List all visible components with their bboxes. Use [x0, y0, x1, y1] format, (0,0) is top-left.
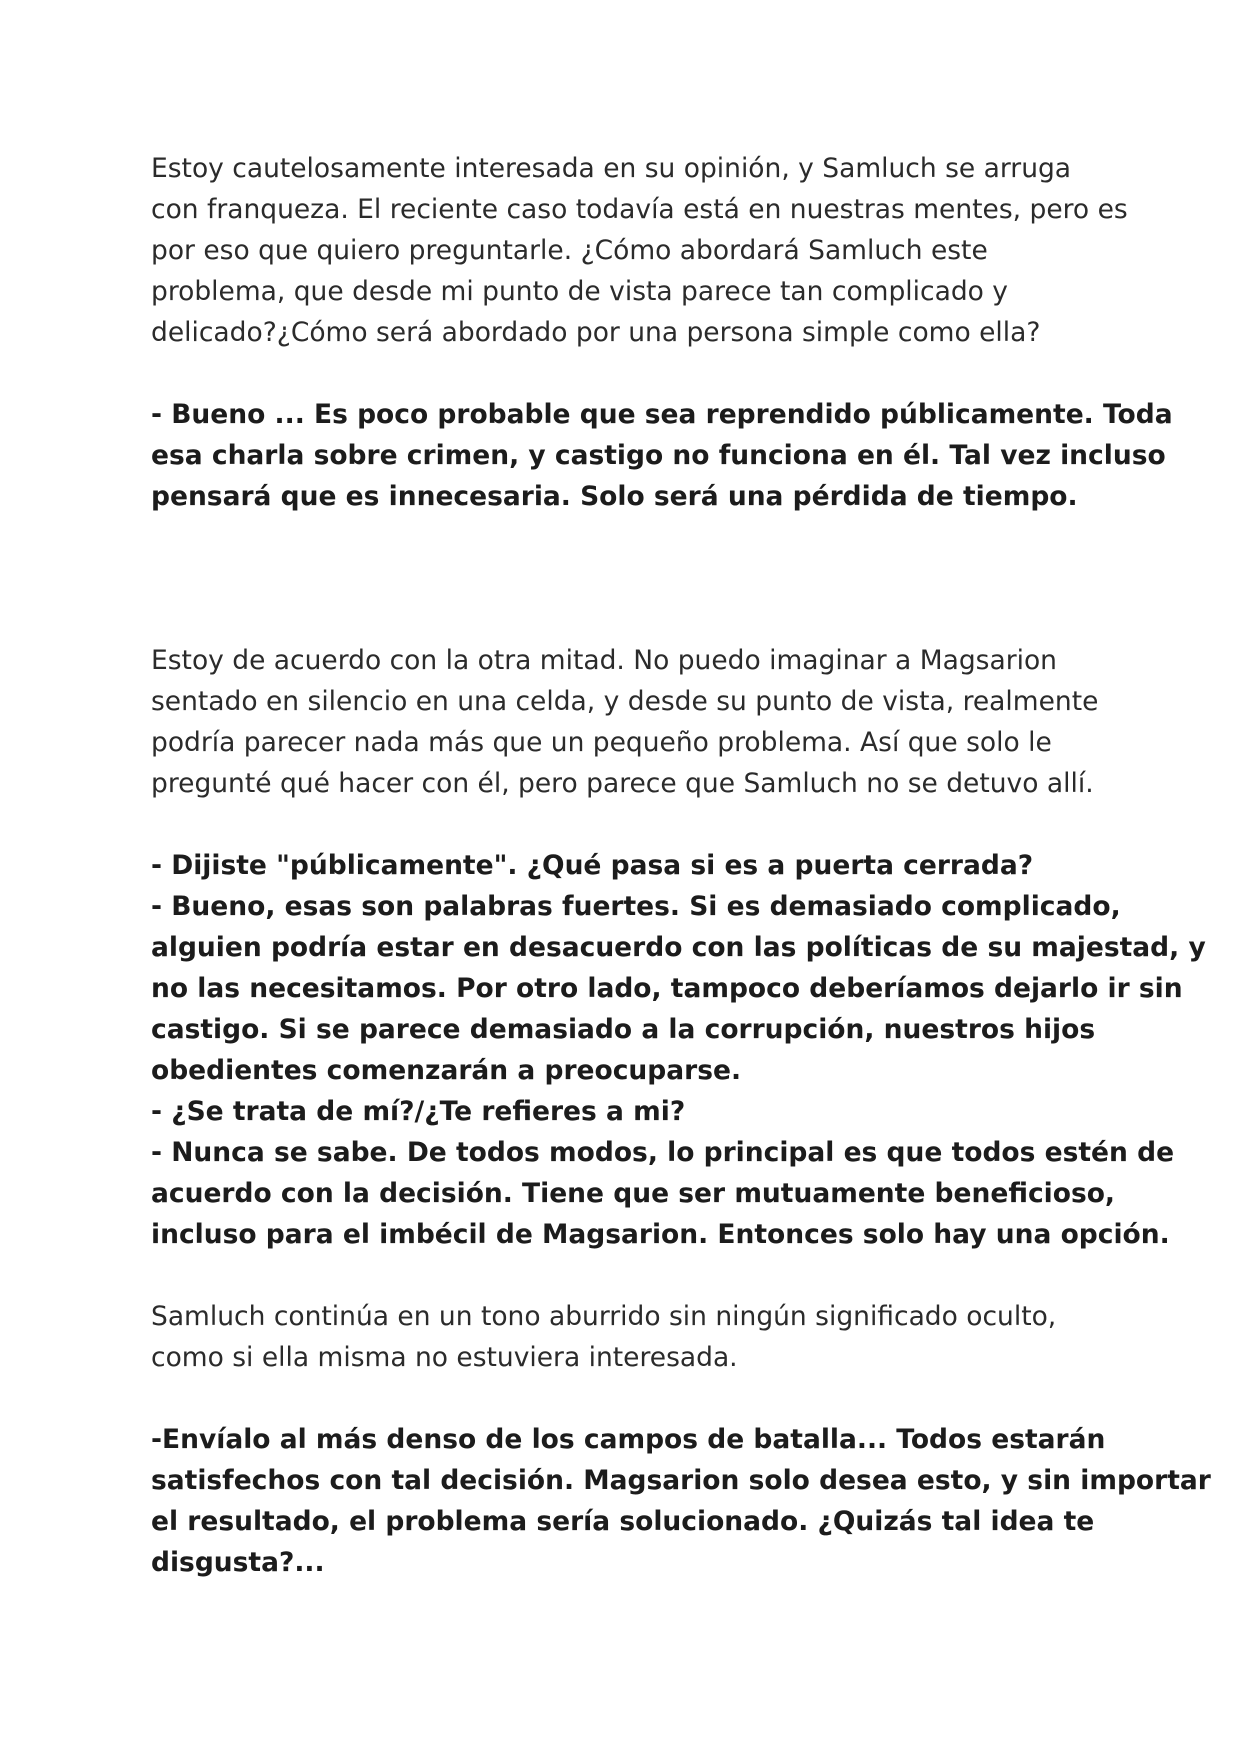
text-line: podría parecer nada más que un pequeño problema. Así que solo le [151, 727, 1052, 758]
paragraph-spacer [151, 1255, 1091, 1296]
paragraph-spacer [151, 804, 1091, 845]
text-line: - Bueno ... Es poco probable que sea reprendido públicamente. Toda [151, 399, 1173, 430]
text-line: castigo. Si se parece demasiado a la corrupción, nuestros hijos [151, 1014, 1096, 1045]
text-line: no las necesitamos. Por otro lado, tampoco deberíamos dejarlo ir sin [151, 973, 1183, 1004]
text-line: acuerdo con la decisión. Tiene que ser mutuamente beneficioso, [151, 1178, 1116, 1209]
text-line: el resultado, el problema sería solucionado. ¿Quizás tal idea te [151, 1506, 1095, 1537]
text-line: como si ella misma no estuviera interesada. [151, 1342, 738, 1373]
text-line: disgusta?... [151, 1547, 325, 1578]
text-line: - Dijiste "públicamente". ¿Qué pasa si es a puerta cerrada? [151, 850, 1034, 881]
text-line: satisfechos con tal decisión. Magsarion solo desea esto, y sin importar [151, 1465, 1211, 1496]
text-line: sentado en silencio en una celda, y desde su punto de vista, realmente [151, 686, 1099, 717]
narrative-paragraph-2 [151, 640, 1099, 804]
text-line: esa charla sobre crimen, y castigo no funciona en él. Tal vez incluso [151, 440, 1166, 471]
paragraph-spacer [151, 353, 1091, 394]
paragraph-spacer [151, 1378, 1091, 1419]
text-line: Samluch continúa en un tono aburrido sin ningún significado oculto, [151, 1301, 1057, 1332]
text-line: con franqueza. El reciente caso todavía está en nuestras mentes, pero es [151, 194, 1128, 225]
document-body [151, 148, 1211, 1583]
text-line: pregunté qué hacer con él, pero parece que Samluch no se detuvo allí. [151, 768, 1094, 799]
text-line: -Envíalo al más denso de los campos de batalla... Todos estarán [151, 1424, 1106, 1455]
text-line: por eso que quiero preguntarle. ¿Cómo abordará Samluch este [151, 235, 988, 266]
text-line: - Bueno, esas son palabras fuertes. Si es demasiado complicado, [151, 891, 1121, 922]
text-line: problema, que desde mi punto de vista parece tan complicado y [151, 276, 1008, 307]
narrative-paragraph-3 [151, 1296, 1091, 1378]
text-line: obedientes comenzarán a preocuparse. [151, 1055, 742, 1086]
text-line: incluso para el imbécil de Magsarion. Entonces solo hay una opción. [151, 1219, 1170, 1250]
dialogue-paragraph-1 [151, 394, 1173, 517]
text-line: delicado?¿Cómo será abordado por una persona simple como ella? [151, 317, 1041, 348]
text-line: - ¿Se trata de mí?/¿Te refieres a mi? [151, 1096, 686, 1127]
text-line: alguien podría estar en desacuerdo con las políticas de su majestad, y [151, 932, 1206, 963]
text-line: Estoy cautelosamente interesada en su opinión, y Samluch se arruga [151, 153, 1072, 184]
text-line: - Nunca se sabe. De todos modos, lo principal es que todos estén de [151, 1137, 1175, 1168]
dialogue-paragraph-3 [151, 1419, 1211, 1583]
dialogue-paragraph-2 [151, 845, 1206, 1255]
text-line: pensará que es innecesaria. Solo será una pérdida de tiempo. [151, 481, 1078, 512]
text-line: Estoy de acuerdo con la otra mitad. No puedo imaginar a Magsarion [151, 645, 1057, 676]
narrative-paragraph-1 [151, 148, 1128, 353]
section-spacer [151, 517, 1091, 640]
